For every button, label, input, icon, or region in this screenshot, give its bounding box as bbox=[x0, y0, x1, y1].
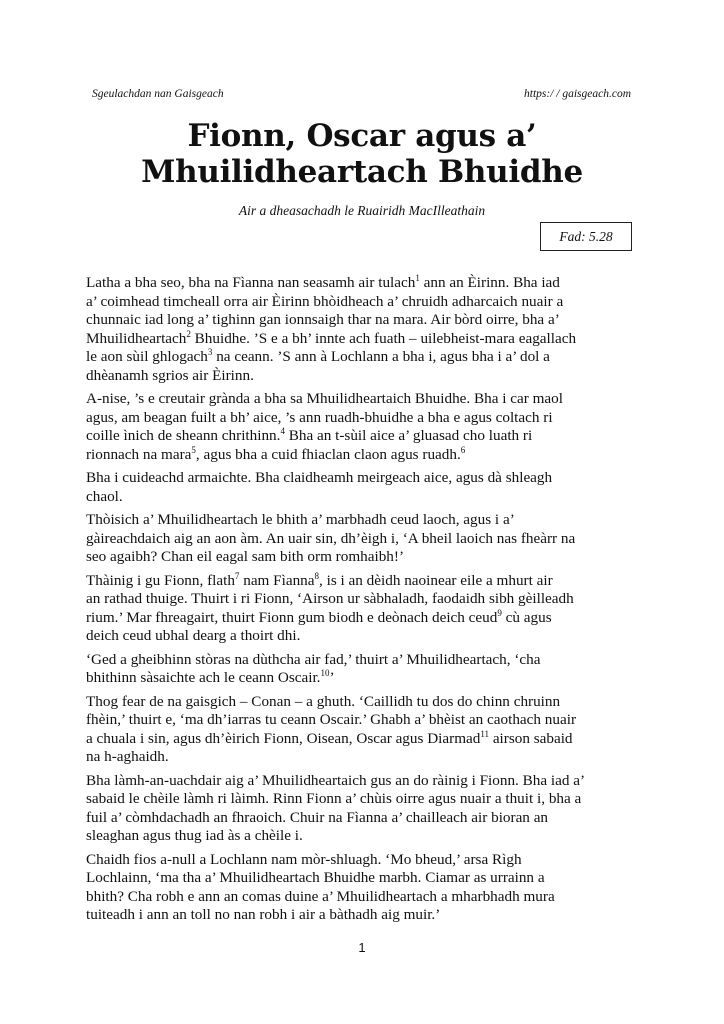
text-segment: sleaghan agus thug iad às a chèile i. bbox=[86, 827, 303, 844]
text-line bbox=[86, 730, 656, 749]
text-line bbox=[86, 274, 656, 293]
text-line bbox=[86, 548, 656, 567]
text-line bbox=[86, 906, 656, 925]
text-line bbox=[86, 446, 656, 465]
footnote-marker: 9 bbox=[497, 607, 502, 618]
text-segment: Mhuilidheartach bbox=[86, 329, 187, 347]
text-line bbox=[86, 693, 656, 712]
text-line bbox=[86, 827, 656, 846]
text-line bbox=[86, 772, 656, 791]
text-segment: deich ceud ubhal dearg a thoirt dhi. bbox=[86, 627, 301, 644]
text-segment: Thog fear de na gaisgich – Conan – a ghuth. ‘Caillidh tu dos do chinn chruinn bbox=[86, 692, 561, 710]
text-line bbox=[86, 809, 656, 828]
footnote-marker: 11 bbox=[480, 728, 490, 739]
paragraph bbox=[86, 772, 656, 846]
text-segment: Latha a bha seo, bha na Fìanna nan seasamh air tulach bbox=[86, 274, 416, 291]
text-segment: , is i an dèidh naoinear eile a mhurt air bbox=[319, 571, 553, 589]
text-segment: seo agaibh? Chan eil eagal sam bith orm romhaibh!’ bbox=[86, 548, 404, 565]
footnote-marker: 5 bbox=[191, 444, 196, 455]
text-segment: tuiteadh i ann an toll no nan robh i air a bàthadh aig muir.’ bbox=[86, 906, 441, 923]
text-line bbox=[86, 511, 656, 530]
text-segment: a chuala i sin, agus dh’èirich Fionn, Oisean, Oscar agus Diarmad bbox=[86, 729, 481, 747]
text-segment: fuil a’ còmhdachadh an fhraoich. Chuir na Fìanna a’ chailleach air bioran an bbox=[86, 808, 549, 826]
page-title bbox=[0, 118, 724, 190]
text-segment: nam Fìanna bbox=[239, 571, 315, 589]
paragraph bbox=[86, 572, 656, 646]
subtitle-author: Air a dheasachadh le Ruairidh MacIlleathain bbox=[238, 203, 486, 218]
text-segment: coille ìnich de sheann chrithinn. bbox=[86, 427, 281, 444]
text-segment: le aon sùil ghlogach bbox=[86, 348, 208, 365]
text-segment: Bha i cuideachd armaichte. Bha claidheamh meirgeach aice, agus dà shleagh bbox=[86, 469, 553, 486]
text-segment: rionnach na mara bbox=[86, 445, 192, 463]
story-body bbox=[86, 274, 656, 930]
text-line bbox=[86, 651, 656, 670]
text-segment: bhithinn sàsaichte ach le ceann Oscair. bbox=[86, 669, 321, 686]
text-segment: fhèin,’ thuirt e, ‘ma dh’iarras tu ceann Oscair.’ Ghabh a’ bhèist an caothach nuair bbox=[86, 711, 577, 728]
header-url: https:/ / gaisgeach.com bbox=[524, 88, 631, 100]
text-segment: airson sabaid bbox=[489, 729, 573, 747]
text-segment: A-nise, ’s e creutair grànda a bha sa Mhuilidheartaich Bhuidhe. Bha i car maol bbox=[86, 390, 563, 407]
text-segment: ann an Èirinn. Bha iad bbox=[419, 274, 560, 291]
text-segment: Bhuidhe. ’S e a bh’ innte ach fuath – uilebheist-mara eagallach bbox=[190, 329, 577, 347]
page-number: 1 bbox=[358, 940, 366, 955]
text-line bbox=[86, 888, 656, 907]
text-line bbox=[86, 390, 656, 409]
footnote-marker: 8 bbox=[314, 570, 319, 581]
text-segment: gàireachdaich aig an aon àm. An uair sin, dh’èigh i, ‘A bheil laoich nas fheàrr na bbox=[86, 529, 576, 547]
text-segment: agus, am beagan fuilt a bh’ aice, ’s ann ruadh-bhuidhe a bha e agus coltach ri bbox=[86, 408, 553, 426]
text-line bbox=[86, 469, 656, 488]
text-line bbox=[86, 609, 656, 628]
text-segment: Bha làmh-an-uachdair aig a’ Mhuilidheartaich gus an do ràinig i Fionn. Bha iad a’ bbox=[86, 771, 586, 789]
length-badge: Fad: 5.28 bbox=[540, 222, 632, 251]
text-segment: chaol. bbox=[86, 487, 123, 505]
text-line bbox=[86, 409, 656, 428]
text-line bbox=[86, 669, 656, 688]
text-segment: dhèanamh sgrios air Èirinn. bbox=[86, 366, 254, 384]
text-segment: cù agus bbox=[501, 608, 552, 626]
text-line bbox=[86, 367, 656, 386]
text-segment: a’ coimhead timcheall orra air Èirinn bhòidheach a’ chruidh adharcaich nuair a bbox=[86, 292, 564, 310]
text-segment: sabaid le chèile làmh ri làimh. Rinn Fionn a’ chùis oirre agus nuair a thuit i, bha a bbox=[86, 790, 582, 807]
text-segment: chunnaic iad long a’ tighinn gan ionnsaigh thar na mara. Air bòrd oirre, bha a’ bbox=[86, 311, 560, 328]
paragraph bbox=[86, 851, 656, 925]
text-line bbox=[86, 869, 656, 888]
text-line bbox=[86, 348, 656, 367]
text-segment: rium.’ Mar fhreagairt, thuirt Fionn gum biodh e deònach deich ceud bbox=[86, 608, 498, 626]
text-line bbox=[86, 627, 656, 646]
text-segment: bhith? Cha robh e ann an comas duine a’ Mhuilidheartach a mharbhadh mura bbox=[86, 887, 555, 905]
text-line bbox=[86, 530, 656, 549]
paragraph bbox=[86, 274, 656, 385]
text-line bbox=[86, 790, 656, 809]
title-line: Mhuilidheartach Bhuidhe bbox=[141, 154, 583, 190]
text-line bbox=[86, 748, 656, 767]
paragraph bbox=[86, 651, 656, 688]
text-segment: na h-aghaidh. bbox=[86, 748, 169, 765]
text-line bbox=[86, 330, 656, 349]
paragraph bbox=[86, 511, 656, 567]
header-series-title: Sgeulachdan nan Gaisgeach bbox=[92, 88, 224, 100]
text-segment: , agus bha a cuid fhiaclan claon agus ruadh. bbox=[195, 445, 461, 463]
text-line bbox=[86, 590, 656, 609]
text-line bbox=[86, 711, 656, 730]
footnote-marker: 7 bbox=[234, 570, 240, 581]
paragraph bbox=[86, 693, 656, 767]
text-line bbox=[86, 293, 656, 312]
title-line: Fionn, Oscar agus a’ bbox=[187, 118, 537, 154]
footnote-marker: 2 bbox=[186, 328, 191, 339]
text-line bbox=[86, 488, 656, 507]
footnote-marker: 1 bbox=[415, 273, 420, 283]
paragraph bbox=[86, 469, 656, 506]
footnote-marker: 10 bbox=[320, 668, 330, 678]
text-segment: Lochlainn, ‘ma tha a’ Mhuilidheartach Bhuidhe marbh. Ciamar as urrainn a bbox=[86, 869, 545, 886]
text-segment: Thòisich a’ Mhuilidheartach le bhith a’ marbhadh ceud laoch, agus i a’ bbox=[86, 511, 515, 528]
footnote-marker: 4 bbox=[280, 426, 285, 436]
text-segment: na ceann. ’S ann à Lochlann a bha i, agus bha i a’ dol a bbox=[212, 348, 550, 365]
text-line bbox=[86, 311, 656, 330]
text-segment: an rathad thuige. Thuirt i ri Fionn, ‘Airson ur sàbhaladh, faodaidh sibh gèilleadh bbox=[86, 590, 574, 607]
footnote-marker: 3 bbox=[207, 347, 213, 357]
text-line bbox=[86, 851, 656, 870]
text-segment: Thàinig i gu Fionn, flath bbox=[86, 571, 235, 589]
text-segment: Chaidh fios a-null a Lochlann nam mòr-shluagh. ‘Mo bheud,’ arsa Rìgh bbox=[86, 850, 522, 868]
footnote-marker: 6 bbox=[460, 444, 466, 455]
text-segment: Bha an t-sùil aice a’ gluasad cho luath ri bbox=[284, 427, 533, 444]
paragraph bbox=[86, 390, 656, 464]
text-segment: ‘Ged a gheibhinn stòras na dùthcha air fad,’ thuirt a’ Mhuilidheartach, ‘cha bbox=[86, 650, 541, 668]
text-line bbox=[86, 572, 656, 591]
text-line bbox=[86, 427, 656, 446]
text-segment: ’ bbox=[329, 669, 335, 686]
